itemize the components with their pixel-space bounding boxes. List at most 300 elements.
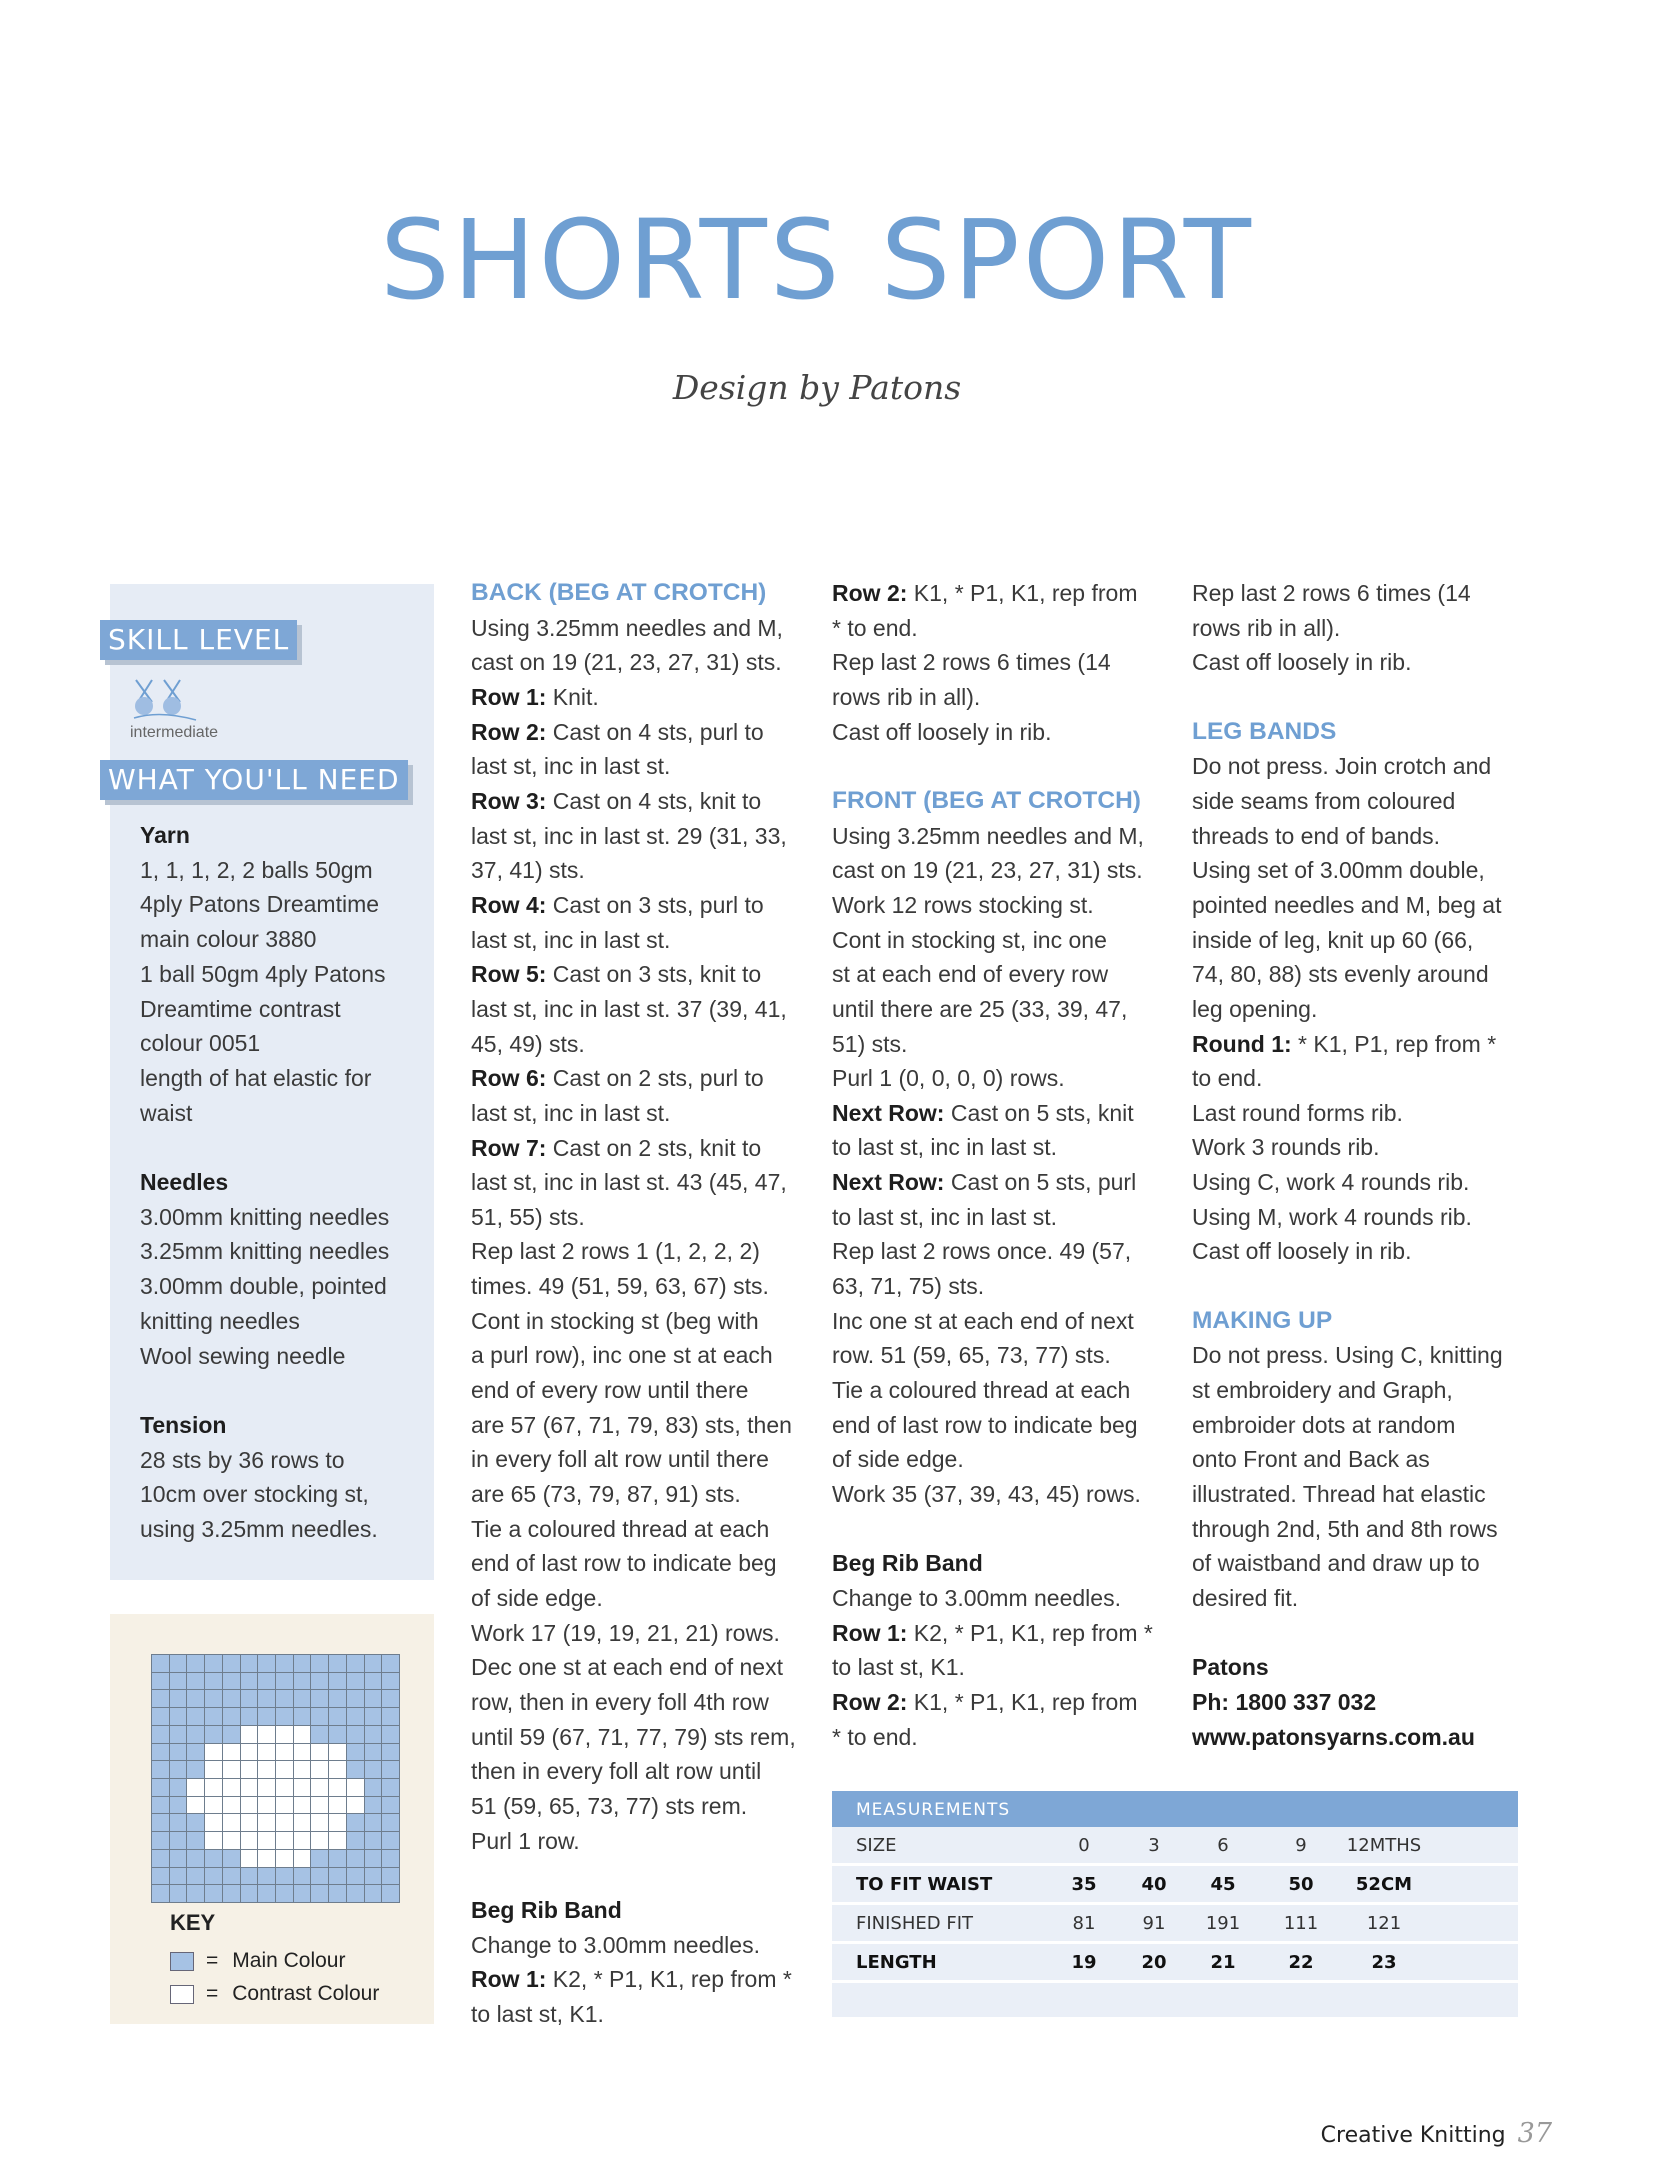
measurement-label: FINISHED FIT <box>856 1912 974 1934</box>
key-main <box>170 1949 345 1973</box>
chart-cell-contrast <box>276 1814 294 1832</box>
row-text: to last st, inc in last st. <box>832 1134 1057 1161</box>
back-text-line: of side edge. <box>471 1585 603 1612</box>
chart-cell-main <box>365 1690 383 1708</box>
back-text-line: in every foll alt row until there <box>471 1446 769 1473</box>
row-text: last st, inc in last st. <box>471 1099 671 1126</box>
back-text-line: 51 (59, 65, 73, 77) sts rem. <box>471 1792 748 1819</box>
chart-cell-main <box>187 1761 205 1779</box>
chart-cell-main <box>223 1673 241 1691</box>
chart-cell-main <box>152 1690 170 1708</box>
chart-cell-main <box>152 1832 170 1850</box>
row-text: last st, inc in last st. <box>471 753 671 780</box>
measurement-value: 22 <box>1288 1951 1314 1973</box>
chart-cell-contrast <box>329 1814 347 1832</box>
text-line: Last round forms rib. <box>1192 1099 1403 1126</box>
row-label: Row 4: <box>471 891 547 918</box>
chart-cell-contrast <box>241 1832 259 1850</box>
text-line: desired fit. <box>1192 1585 1299 1611</box>
chart-cell-contrast <box>258 1814 276 1832</box>
chart-cell-contrast <box>311 1832 329 1850</box>
text-line: of waistband and draw up to <box>1192 1550 1480 1577</box>
chart-cell-main <box>329 1690 347 1708</box>
chart-cell-contrast <box>329 1797 347 1815</box>
tension-line: 10cm over stocking st, <box>140 1481 369 1508</box>
measurement-value: 121 <box>1366 1912 1402 1934</box>
chart-cell-main <box>382 1814 400 1832</box>
chart-cell-main <box>223 1885 241 1903</box>
chart-cell-contrast <box>205 1761 223 1779</box>
chart-cell-contrast <box>294 1832 312 1850</box>
row-text: K2, * P1, K1, rep from * <box>907 1619 1153 1646</box>
page-subtitle: Design by Patons <box>672 368 962 407</box>
chart-cell-contrast <box>294 1779 312 1797</box>
chart-cell-main <box>187 1832 205 1850</box>
row-instruction <box>471 888 811 923</box>
text-line: Cast off loosely in rib. <box>1192 1238 1412 1265</box>
chart-cell-main <box>170 1797 188 1815</box>
chart-cell-main <box>170 1885 188 1903</box>
chart-cell-main <box>365 1744 383 1762</box>
knitting-chart-grid <box>151 1654 400 1903</box>
chart-cell-main <box>187 1690 205 1708</box>
back-text-line: Work 17 (19, 19, 21, 21) rows. <box>471 1619 780 1646</box>
row-text: to last st, inc in last st. <box>832 1203 1057 1230</box>
row-label: Row 2: <box>832 580 908 606</box>
text-line: side seams from coloured <box>1192 787 1456 814</box>
back-text-line: until 59 (67, 71, 77, 79) sts rem, <box>471 1723 796 1750</box>
row-instruction <box>832 1096 1177 1131</box>
needles-line: 3.00mm knitting needles <box>140 1203 390 1230</box>
back-text-line: cast on 19 (21, 23, 27, 31) sts. <box>471 649 782 676</box>
yarn-line: waist <box>140 1099 193 1126</box>
row-instruction <box>471 715 811 750</box>
chart-cell-contrast <box>294 1726 312 1744</box>
back-text-line: row, then in every foll 4th row <box>471 1689 769 1715</box>
chart-cell-main <box>382 1779 400 1797</box>
chart-cell-main <box>365 1761 383 1779</box>
row-text: K1, * P1, K1, rep from <box>907 1688 1138 1715</box>
contrast-colour-swatch <box>170 1985 194 2004</box>
row-instruction <box>832 1616 1177 1651</box>
row-text: 45, 49) sts. <box>471 1030 585 1057</box>
chart-cell-contrast <box>205 1797 223 1815</box>
chart-cell-contrast <box>329 1744 347 1762</box>
chart-cell-main <box>276 1673 294 1691</box>
chart-cell-contrast <box>294 1850 312 1868</box>
back-text-line: Tie a coloured thread at each <box>471 1515 770 1542</box>
chart-cell-main <box>311 1708 329 1726</box>
chart-cell-contrast <box>294 1797 312 1815</box>
chart-cell-main <box>241 1655 259 1673</box>
chart-cell-main <box>382 1761 400 1779</box>
row-label: Round 1: <box>1192 1030 1292 1057</box>
contact-phone: Ph: 1800 337 032 <box>1192 1688 1377 1715</box>
chart-cell-main <box>241 1673 259 1691</box>
chart-cell-main <box>347 1726 365 1744</box>
back-text-line: end of every row until there <box>471 1377 749 1404</box>
back-text-line: then in every foll alt row until <box>471 1758 762 1785</box>
chart-cell-main <box>311 1726 329 1744</box>
measurement-label: LENGTH <box>856 1951 937 1973</box>
measurement-value: 20 <box>1141 1951 1167 1973</box>
chart-cell-main <box>170 1832 188 1850</box>
chart-cell-main <box>152 1779 170 1797</box>
chart-cell-main <box>276 1655 294 1673</box>
chart-cell-main <box>382 1744 400 1762</box>
text-line: rows rib in all). <box>1192 614 1341 641</box>
chart-cell-main <box>187 1814 205 1832</box>
chart-cell-main <box>258 1673 276 1691</box>
chart-cell-contrast <box>276 1744 294 1762</box>
chart-cell-main <box>311 1655 329 1673</box>
text-line: through 2nd, 5th and 8th rows <box>1192 1515 1498 1542</box>
row-label: Row 1: <box>471 683 547 710</box>
chart-cell-contrast <box>223 1797 241 1815</box>
chart-cell-main <box>365 1850 383 1868</box>
yarn-line: length of hat elastic for <box>140 1064 372 1091</box>
text-line: 51) sts. <box>832 1030 908 1057</box>
chart-cell-contrast <box>347 1797 365 1815</box>
chart-cell-main <box>347 1673 365 1691</box>
chart-cell-main <box>347 1832 365 1850</box>
chart-cell-contrast <box>241 1761 259 1779</box>
measurement-value: 191 <box>1205 1912 1241 1934</box>
measurement-value: 50 <box>1288 1873 1314 1895</box>
chart-cell-contrast <box>241 1797 259 1815</box>
chart-cell-main <box>170 1744 188 1762</box>
chart-cell-contrast <box>258 1744 276 1762</box>
chart-cell-main <box>311 1673 329 1691</box>
chart-cell-main <box>152 1744 170 1762</box>
row-instruction <box>471 680 811 715</box>
text-line: Do not press. Join crotch and <box>1192 753 1492 780</box>
chart-cell-contrast <box>258 1832 276 1850</box>
what-you-need-label: WHAT YOU'LL NEED <box>100 760 408 800</box>
chart-cell-main <box>258 1885 276 1903</box>
chart-cell-main <box>382 1726 400 1744</box>
chart-cell-main <box>365 1673 383 1691</box>
row-label: Row 6: <box>471 1065 547 1092</box>
chart-cell-main <box>170 1868 188 1886</box>
chart-cell-contrast <box>187 1779 205 1797</box>
chart-cell-main <box>311 1850 329 1868</box>
back-text-line: Purl 1 row. <box>471 1827 580 1854</box>
chart-cell-contrast <box>258 1726 276 1744</box>
chart-cell-contrast <box>311 1814 329 1832</box>
chart-cell-contrast <box>241 1779 259 1797</box>
chart-cell-contrast <box>258 1761 276 1779</box>
chart-cell-main <box>365 1726 383 1744</box>
chart-cell-main <box>347 1885 365 1903</box>
front-column <box>832 576 1177 1754</box>
chart-cell-main <box>258 1868 276 1886</box>
back-heading: BACK (BEG AT CROTCH) <box>471 579 767 606</box>
row-text: to end. <box>1192 1065 1263 1092</box>
text-line: 74, 80, 88) sts evenly around <box>1192 961 1489 988</box>
yarn-line: 1, 1, 1, 2, 2 balls 50gm <box>140 856 373 883</box>
measurement-label: TO FIT WAIST <box>856 1873 993 1895</box>
chart-cell-contrast <box>276 1797 294 1815</box>
row-instruction <box>471 957 811 992</box>
chart-cell-main <box>241 1885 259 1903</box>
row-text: last st, inc in last st. 37 (39, 41, <box>471 995 787 1022</box>
chart-cell-main <box>365 1708 383 1726</box>
chart-cell-main <box>187 1868 205 1886</box>
back-text-line: Using 3.25mm needles and M, <box>471 614 783 641</box>
chart-cell-main <box>223 1655 241 1673</box>
needles-line: 3.00mm double, pointed <box>140 1273 387 1300</box>
chart-cell-contrast <box>294 1744 312 1762</box>
text-line: rows rib in all). <box>832 683 981 710</box>
publication-name: Creative Knitting <box>1320 2123 1506 2148</box>
chart-cell-contrast <box>258 1850 276 1868</box>
key-contrast <box>170 1982 379 2006</box>
measurement-value: 91 <box>1142 1912 1166 1934</box>
row-text: K1, * P1, K1, rep from <box>907 580 1138 606</box>
chart-cell-main <box>365 1797 383 1815</box>
chart-cell-main <box>152 1761 170 1779</box>
chart-cell-main <box>223 1850 241 1868</box>
back-text-line: Dec one st at each end of next <box>471 1654 783 1681</box>
measurement-value: 81 <box>1072 1912 1096 1934</box>
chart-cell-main <box>294 1708 312 1726</box>
text-line: 63, 71, 75) sts. <box>832 1273 985 1300</box>
measurement-value: 21 <box>1210 1951 1236 1973</box>
row-text: * K1, P1, rep from * <box>1291 1030 1497 1057</box>
chart-cell-contrast <box>223 1744 241 1762</box>
measurements-row <box>832 1944 1518 1983</box>
row-text: Cast on 5 sts, purl <box>944 1169 1137 1196</box>
chart-cell-main <box>258 1655 276 1673</box>
chart-cell-main <box>170 1850 188 1868</box>
row-label: Row 1: <box>832 1619 908 1646</box>
chart-cell-main <box>276 1885 294 1903</box>
chart-cell-main <box>329 1850 347 1868</box>
chart-cell-main <box>205 1850 223 1868</box>
key-main-label: Main Colour <box>232 1949 346 1972</box>
chart-cell-main <box>365 1814 383 1832</box>
row-text: last st, inc in last st. 29 (31, 33, <box>471 822 787 849</box>
chart-cell-main <box>170 1708 188 1726</box>
main-colour-swatch <box>170 1952 194 1971</box>
yarn-balls-icon <box>130 676 200 724</box>
chart-cell-main <box>382 1708 400 1726</box>
chart-cell-main <box>329 1885 347 1903</box>
chart-cell-main <box>223 1708 241 1726</box>
chart-cell-main <box>170 1655 188 1673</box>
chart-cell-contrast <box>205 1814 223 1832</box>
row-text: to last st, K1. <box>471 2000 604 2027</box>
measurement-label: SIZE <box>856 1834 897 1856</box>
back-column <box>471 576 811 2032</box>
skill-level-label: SKILL LEVEL <box>100 620 297 660</box>
measurements-title: MEASUREMENTS <box>832 1791 1518 1827</box>
text-line: cast on 19 (21, 23, 27, 31) sts. <box>832 857 1143 884</box>
measurement-value: 111 <box>1283 1912 1319 1934</box>
measurements-table <box>832 1791 1518 2017</box>
chart-cell-main <box>347 1868 365 1886</box>
chart-cell-main <box>187 1885 205 1903</box>
measurement-value: 12MTHS <box>1346 1834 1422 1856</box>
text-line: threads to end of bands. <box>1192 822 1441 849</box>
back-text-line: times. 49 (51, 59, 63, 67) sts. <box>471 1273 769 1300</box>
chart-cell-contrast <box>223 1814 241 1832</box>
finishing-column <box>1192 576 1537 1754</box>
chart-cell-main <box>276 1690 294 1708</box>
chart-cell-main <box>347 1655 365 1673</box>
needles-line: Wool sewing needle <box>140 1342 346 1369</box>
text-line: Inc one st at each end of next <box>832 1307 1134 1334</box>
chart-cell-contrast <box>294 1814 312 1832</box>
chart-cell-main <box>382 1885 400 1903</box>
chart-cell-main <box>152 1885 170 1903</box>
chart-cell-main <box>187 1708 205 1726</box>
needles-line: knitting needles <box>140 1307 300 1334</box>
chart-cell-main <box>152 1814 170 1832</box>
measurement-value: 52CM <box>1355 1873 1413 1895</box>
materials-list <box>140 818 430 1547</box>
chart-cell-main <box>241 1868 259 1886</box>
chart-cell-main <box>294 1673 312 1691</box>
tension-line: using 3.25mm needles. <box>140 1516 378 1543</box>
chart-cell-main <box>205 1690 223 1708</box>
leg-bands-heading: LEG BANDS <box>1192 717 1337 745</box>
chart-cell-main <box>205 1726 223 1744</box>
chart-cell-main <box>170 1690 188 1708</box>
row-text: 37, 41) sts. <box>471 857 585 884</box>
rib-band-heading: Beg Rib Band <box>832 1550 983 1577</box>
chart-cell-contrast <box>276 1832 294 1850</box>
text-line: Rep last 2 rows 6 times (14 <box>832 649 1111 676</box>
chart-cell-main <box>294 1868 312 1886</box>
back-text-line: Cont in stocking st (beg with <box>471 1307 759 1334</box>
chart-cell-main <box>152 1797 170 1815</box>
measurements-row-blank <box>832 1983 1518 2017</box>
row-label: Next Row: <box>832 1099 945 1126</box>
chart-cell-main <box>382 1797 400 1815</box>
chart-cell-main <box>170 1673 188 1691</box>
chart-cell-main <box>187 1655 205 1673</box>
measurement-value: 23 <box>1371 1951 1397 1973</box>
yarn-line: 4ply Patons Dreamtime <box>140 891 380 918</box>
chart-cell-main <box>205 1673 223 1691</box>
text-line: end of last row to indicate beg <box>832 1411 1138 1438</box>
rib-band-heading: Beg Rib Band <box>471 1896 622 1923</box>
text-line: st at each end of every row <box>832 961 1109 988</box>
measurement-value: 40 <box>1141 1873 1167 1895</box>
chart-cell-main <box>382 1850 400 1868</box>
text-line: Purl 1 (0, 0, 0, 0) rows. <box>832 1065 1065 1092</box>
chart-cell-main <box>347 1690 365 1708</box>
measurements-row <box>832 1905 1518 1944</box>
chart-cell-main <box>205 1868 223 1886</box>
chart-cell-contrast <box>276 1761 294 1779</box>
row-label: Row 3: <box>471 787 547 814</box>
back-text-line: Rep last 2 rows 1 (1, 2, 2, 2) <box>471 1238 760 1265</box>
chart-cell-main <box>365 1655 383 1673</box>
row-text: K2, * P1, K1, rep from * <box>546 1966 792 1993</box>
chart-cell-contrast <box>223 1832 241 1850</box>
chart-cell-main <box>329 1726 347 1744</box>
yarn-line: Dreamtime contrast <box>140 995 341 1022</box>
row-instruction <box>832 1685 1177 1720</box>
measurements-row <box>832 1827 1518 1866</box>
page-number: 37 <box>1517 2118 1552 2149</box>
row-label: Row 2: <box>471 718 547 745</box>
chart-cell-main <box>365 1885 383 1903</box>
chart-cell-contrast <box>205 1779 223 1797</box>
chart-cell-main <box>258 1690 276 1708</box>
chart-cell-main <box>347 1744 365 1762</box>
chart-cell-main <box>152 1726 170 1744</box>
chart-cell-contrast <box>276 1779 294 1797</box>
page-title: SHORTS SPORT <box>380 196 1254 324</box>
chart-cell-contrast <box>311 1779 329 1797</box>
row-instruction <box>471 1962 811 1997</box>
page-footer <box>1321 2118 1552 2149</box>
measurement-value: 35 <box>1071 1873 1097 1895</box>
chart-cell-main <box>241 1690 259 1708</box>
row-label: Row 5: <box>471 961 547 988</box>
text-line: Tie a coloured thread at each <box>832 1377 1131 1404</box>
row-text: last st, inc in last st. 43 (45, 47, <box>471 1169 787 1196</box>
chart-cell-main <box>347 1850 365 1868</box>
chart-cell-main <box>294 1690 312 1708</box>
text-line: Using set of 3.00mm double, <box>1192 857 1485 884</box>
row-label: Row 1: <box>471 1966 547 1993</box>
row-text: 51, 55) sts. <box>471 1203 585 1230</box>
chart-cell-contrast <box>329 1832 347 1850</box>
needles-line: 3.25mm knitting needles <box>140 1238 390 1265</box>
yarn-line: colour 0051 <box>140 1030 261 1057</box>
chart-cell-contrast <box>241 1814 259 1832</box>
chart-cell-contrast <box>258 1797 276 1815</box>
yarn-line: 1 ball 50gm 4ply Patons <box>140 960 386 987</box>
making-up-heading: MAKING UP <box>1192 1306 1333 1334</box>
row-text: Cast on 5 sts, knit <box>944 1099 1134 1126</box>
chart-cell-main <box>241 1708 259 1726</box>
chart-cell-main <box>187 1726 205 1744</box>
chart-cell-contrast <box>258 1779 276 1797</box>
chart-cell-contrast <box>276 1850 294 1868</box>
yarn-heading: Yarn <box>140 822 190 848</box>
chart-cell-main <box>294 1885 312 1903</box>
chart-cell-main <box>276 1868 294 1886</box>
measurement-value: 0 <box>1078 1834 1090 1856</box>
text-line: Cont in stocking st, inc one <box>832 926 1107 953</box>
chart-cell-main <box>329 1673 347 1691</box>
tension-heading: Tension <box>140 1411 227 1438</box>
chart-cell-main <box>365 1832 383 1850</box>
chart-cell-main <box>347 1814 365 1832</box>
row-label: Next Row: <box>832 1169 945 1196</box>
chart-cell-contrast <box>311 1761 329 1779</box>
chart-cell-main <box>347 1761 365 1779</box>
text-line: Change to 3.00mm needles. <box>832 1585 1121 1611</box>
chart-cell-contrast <box>223 1761 241 1779</box>
text-line: onto Front and Back as <box>1192 1446 1430 1473</box>
chart-cell-contrast <box>311 1744 329 1762</box>
chart-cell-main <box>311 1868 329 1886</box>
chart-cell-main <box>329 1708 347 1726</box>
chart-cell-contrast <box>241 1850 259 1868</box>
chart-cell-main <box>365 1868 383 1886</box>
chart-cell-main <box>205 1655 223 1673</box>
text-line: Work 35 (37, 39, 43, 45) rows. <box>832 1481 1141 1508</box>
key-equals: = <box>206 1949 219 1972</box>
text-line: leg opening. <box>1192 995 1318 1022</box>
